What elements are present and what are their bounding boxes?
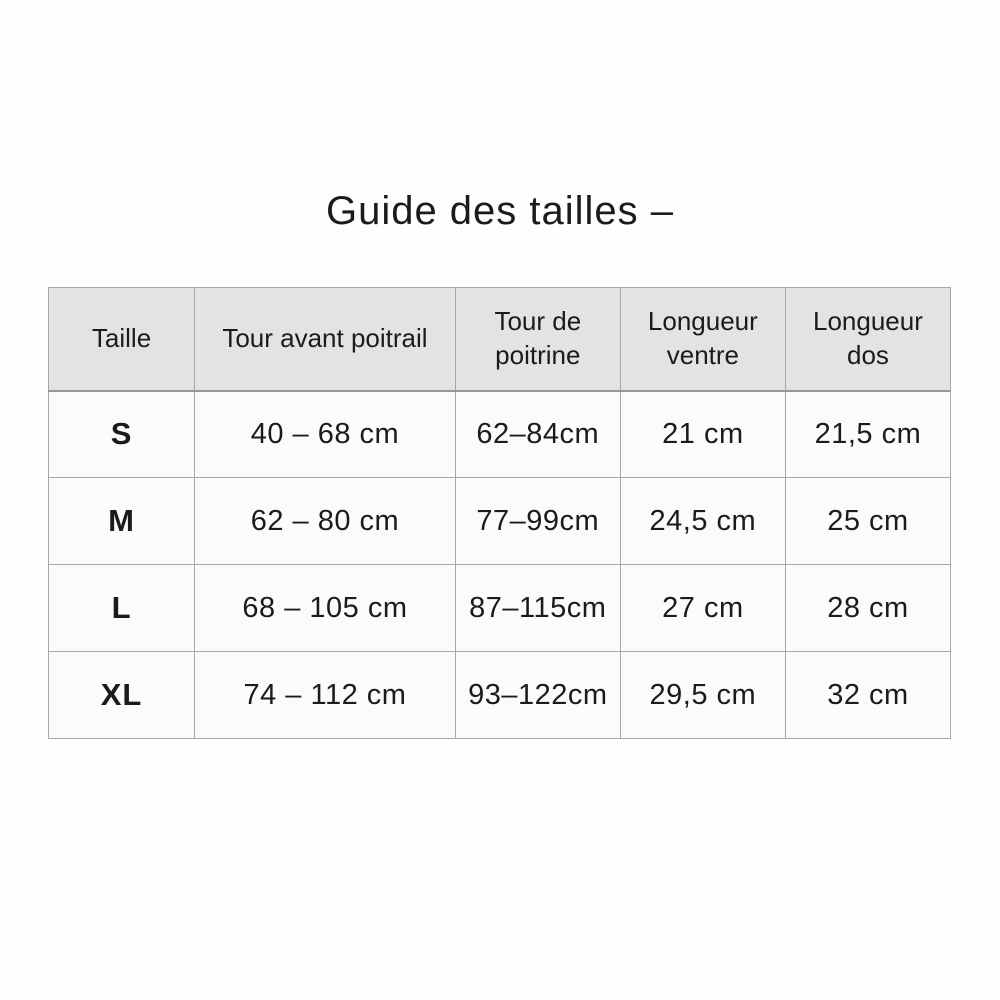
size-table <box>48 287 951 739</box>
header-row <box>49 288 951 391</box>
longueur-ventre-value: 27 cm <box>620 565 785 652</box>
longueur-ventre-value: 21 cm <box>620 391 785 478</box>
longueur-dos-value: 28 cm <box>785 565 950 652</box>
longueur-dos-value: 32 cm <box>785 652 950 739</box>
tour-avant-poitrail-value: 62 – 80 cm <box>195 478 456 565</box>
size-table-body <box>49 391 951 739</box>
tour-de-poitrine-value: 87–115cm <box>455 565 620 652</box>
col-header-longueur-dos: Longueur dos <box>785 288 950 391</box>
page-title: Guide des tailles – <box>325 188 675 233</box>
size-guide-table <box>48 287 951 738</box>
size-label: S <box>49 391 195 478</box>
col-header-tour-avant-poitrail: Tour avant poitrail <box>195 288 456 391</box>
longueur-dos-value: 25 cm <box>785 478 950 565</box>
size-table-header <box>49 288 951 391</box>
tour-de-poitrine-value: 77–99cm <box>455 478 620 565</box>
size-label: M <box>49 478 195 565</box>
table-row-xl <box>49 652 951 739</box>
longueur-ventre-value: 29,5 cm <box>620 652 785 739</box>
table-row-l <box>49 565 951 652</box>
col-header-longueur-ventre: Longueur ventre <box>620 288 785 391</box>
tour-de-poitrine-value: 62–84cm <box>455 391 620 478</box>
table-row-s <box>49 391 951 478</box>
longueur-ventre-value: 24,5 cm <box>620 478 785 565</box>
tour-avant-poitrail-value: 68 – 105 cm <box>195 565 456 652</box>
table-row-m <box>49 478 951 565</box>
tour-avant-poitrail-value: 74 – 112 cm <box>195 652 456 739</box>
col-header-taille: Taille <box>49 288 195 391</box>
tour-de-poitrine-value: 93–122cm <box>455 652 620 739</box>
col-header-tour-de-poitrine: Tour de poitrine <box>455 288 620 391</box>
size-label: L <box>49 565 195 652</box>
longueur-dos-value: 21,5 cm <box>785 391 950 478</box>
tour-avant-poitrail-value: 40 – 68 cm <box>195 391 456 478</box>
size-label: XL <box>49 652 195 739</box>
